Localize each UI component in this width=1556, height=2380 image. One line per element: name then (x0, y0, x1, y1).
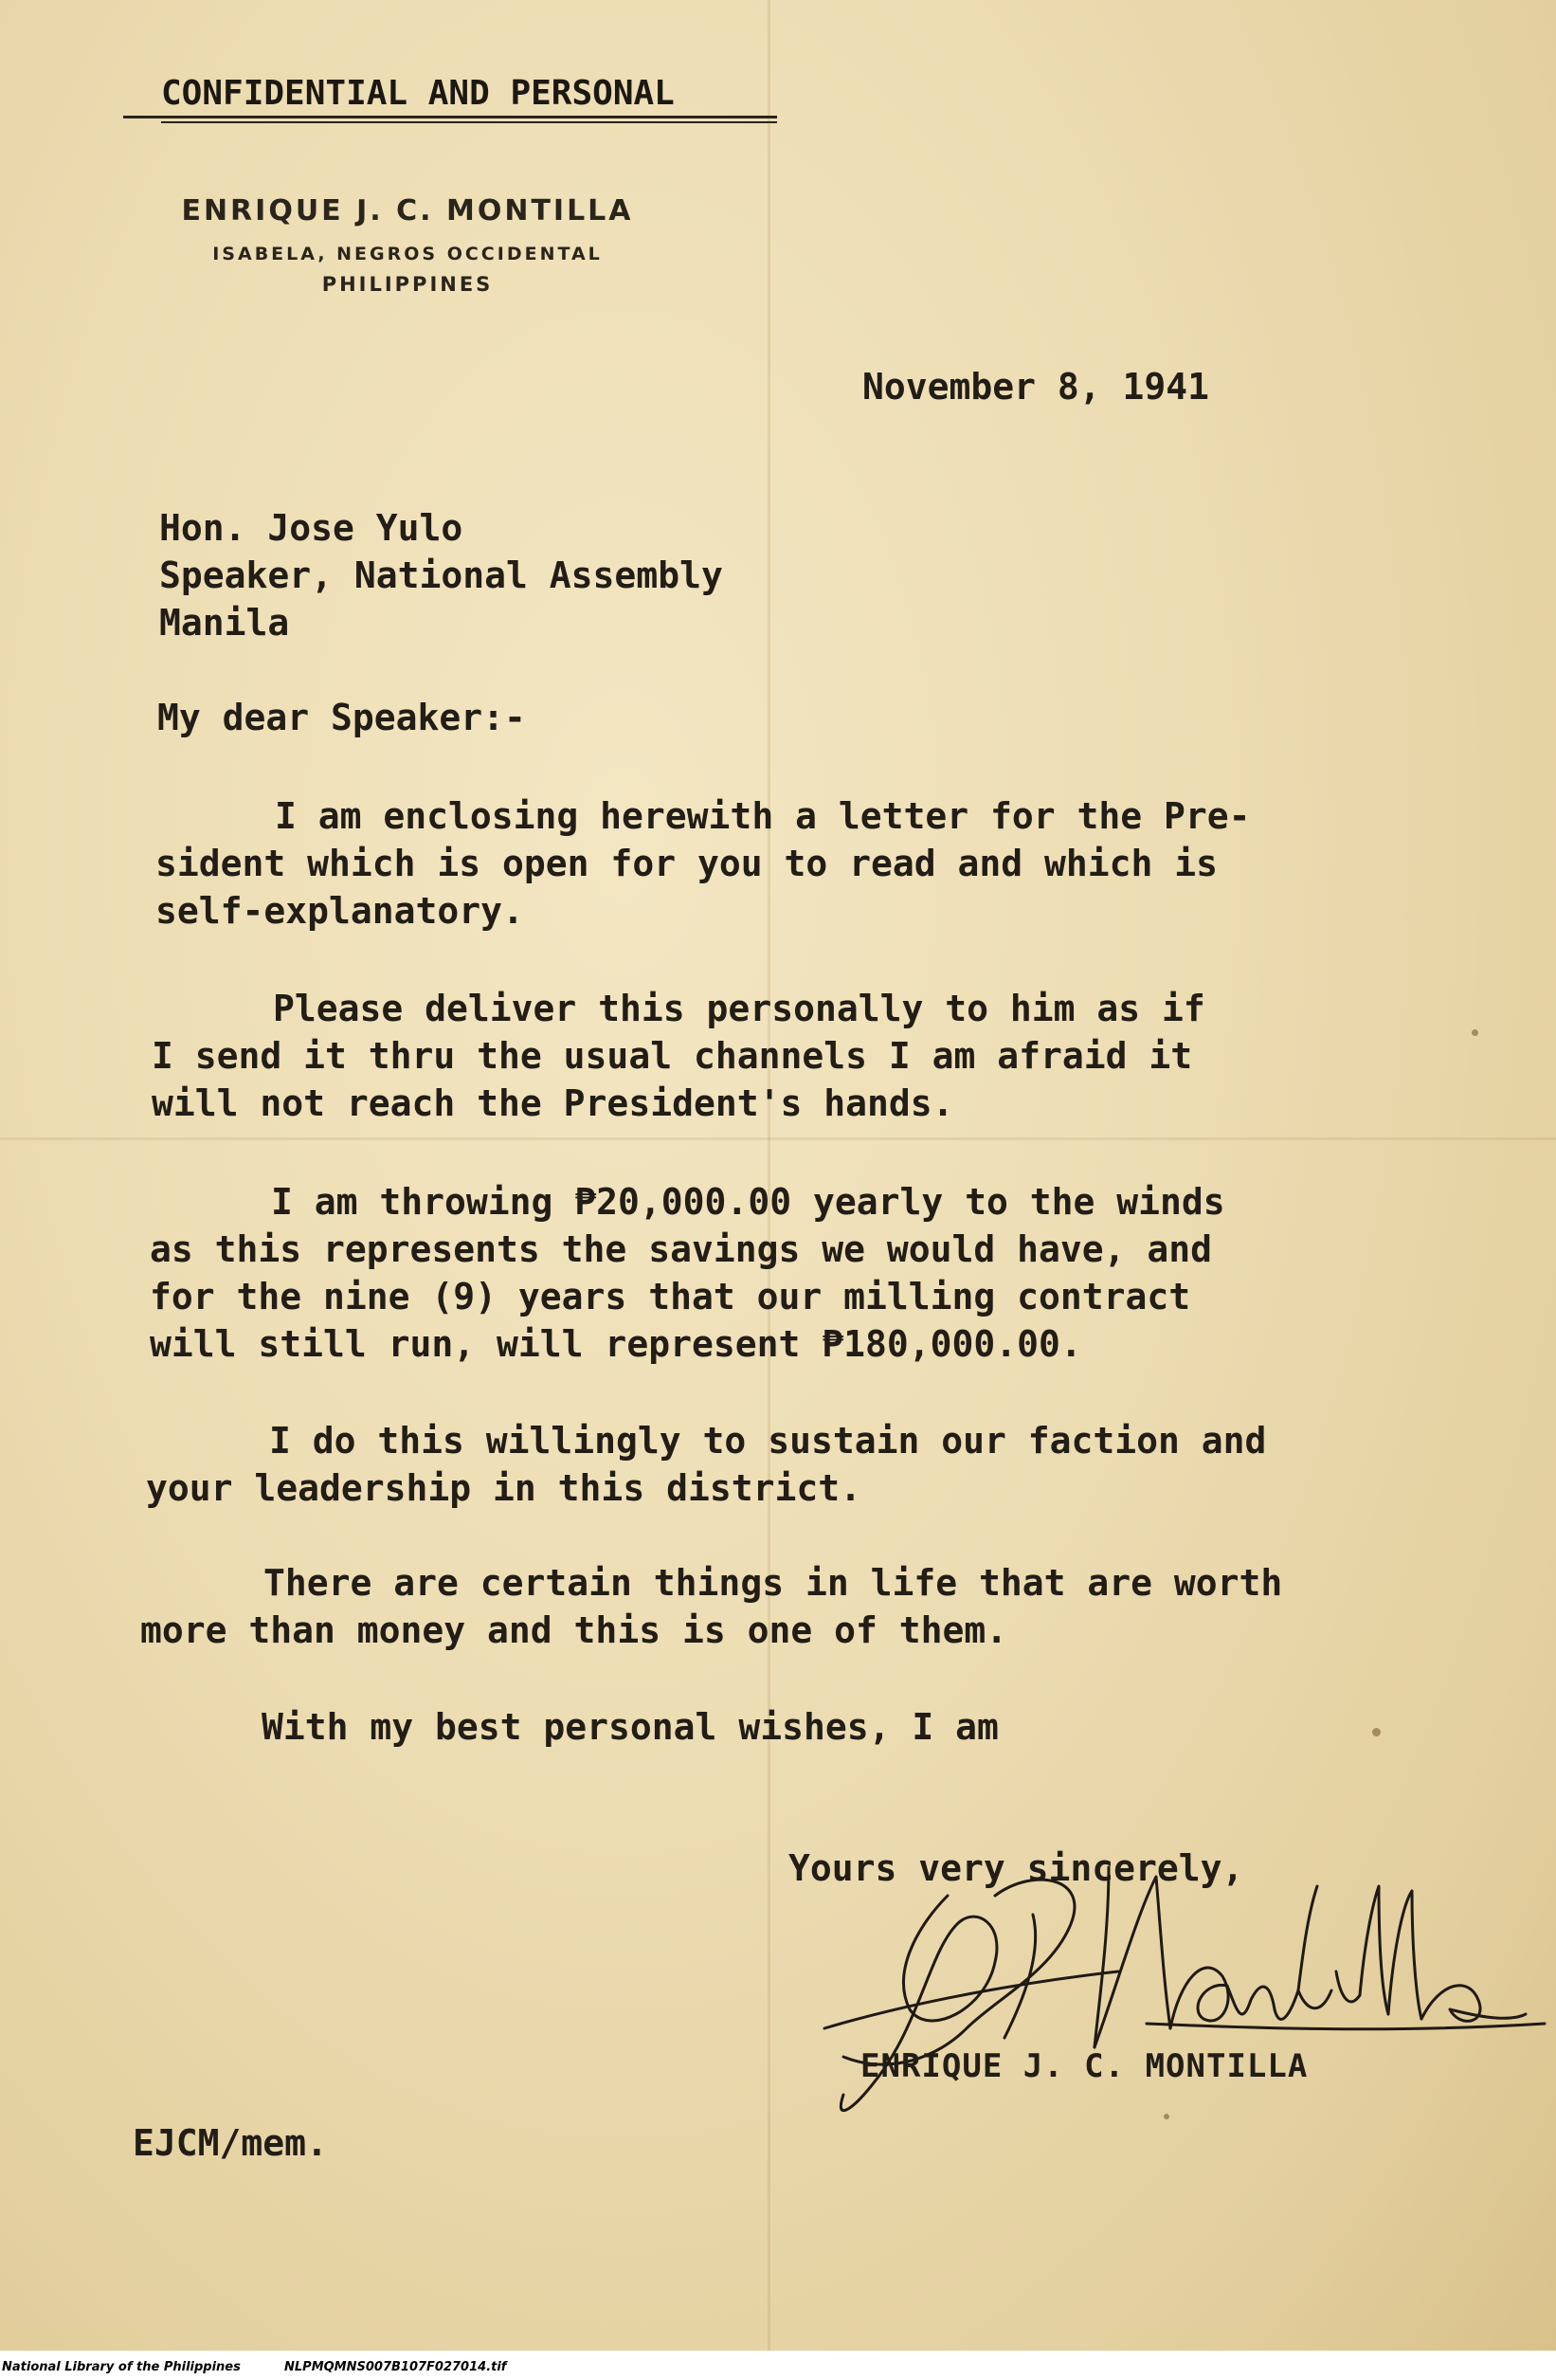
body-line: Please deliver this personally to him as if (273, 988, 1205, 1029)
body-line: sident which is open for you to read and which is (155, 843, 1219, 884)
letterhead-name: ENRIQUE J. C. MONTILLA (181, 194, 634, 227)
letterhead-address: ISABELA, NEGROS OCCIDENTAL (212, 244, 603, 264)
letter-date: November 8, 1941 (862, 366, 1210, 408)
body-line: more than money and this is one of them. (140, 1609, 1008, 1651)
archive-filename: NLPMQMNS007B107F027014.tif (284, 2360, 507, 2374)
body-line: I am throwing ₱20,000.00 yearly to the winds (271, 1181, 1225, 1223)
stain-spot (1472, 1029, 1478, 1036)
typist-initials: EJCM/mem. (133, 2122, 328, 2164)
body-line: will still run, will represent ₱180,000.00. (150, 1323, 1082, 1365)
body-line: I do this willingly to sustain our faction and (269, 1420, 1267, 1462)
confidential-heading: CONFIDENTIAL AND PERSONAL (161, 74, 675, 113)
body-line: your leadership in this district. (146, 1467, 861, 1509)
body-line: With my best personal wishes, I am (262, 1706, 999, 1748)
signature-typed-name: ENRIQUE J. C. MONTILLA (860, 2047, 1309, 2085)
body-line: I am enclosing herewith a letter for the Pre- (275, 795, 1251, 837)
recipient-line-2: Speaker, National Assembly (159, 554, 723, 596)
heading-underline (123, 116, 777, 118)
body-line: self-explanatory. (155, 890, 524, 932)
recipient-line-1: Hon. Jose Yulo (159, 507, 463, 549)
body-line: for the nine (9) years that our milling contract (150, 1276, 1191, 1317)
fold-crease-vertical (768, 0, 770, 2351)
body-line: as this represents the savings we would have, and (150, 1228, 1213, 1270)
closing: Yours very sincerely, (788, 1847, 1244, 1889)
letterhead-country: PHILIPPINES (321, 273, 494, 296)
fold-crease-horizontal (0, 1137, 1556, 1140)
salutation: My dear Speaker:- (157, 697, 526, 738)
body-line: will not reach the President's hands. (152, 1082, 954, 1124)
stain-spot (1372, 1728, 1381, 1736)
body-line: There are certain things in life that are worth (263, 1562, 1283, 1604)
heading-underline (161, 121, 777, 123)
body-line: I send it thru the usual channels I am afraid it (152, 1035, 1193, 1077)
recipient-line-3: Manila (159, 602, 290, 644)
archive-library-label: National Library of the Philippines (2, 2360, 241, 2374)
